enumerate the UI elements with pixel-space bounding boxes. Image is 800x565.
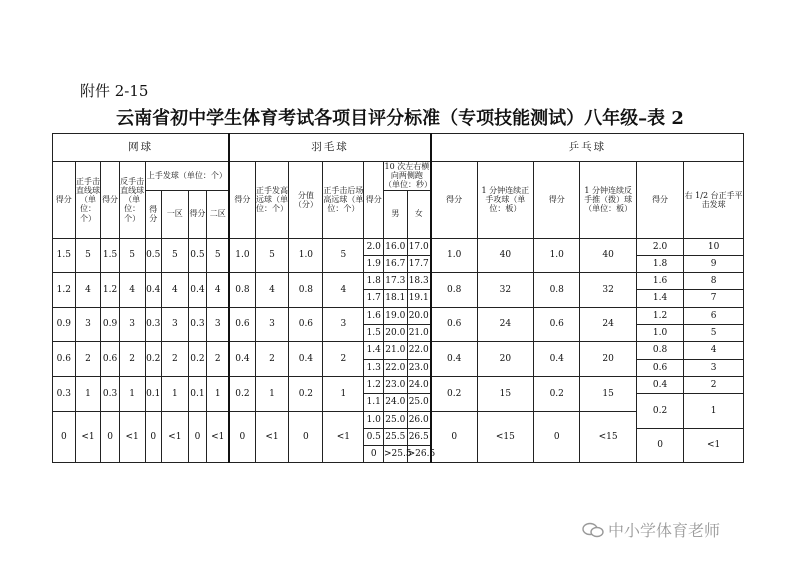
tennis-zone2-header: 二区: [207, 190, 230, 238]
pingpong-serve-cell: 1.2: [636, 307, 683, 324]
tennis-cell: 3: [119, 307, 145, 342]
badminton-cell: 1: [323, 376, 364, 411]
shuttle-cell: >26.5: [407, 446, 431, 463]
pingpong-cell: <15: [580, 411, 637, 463]
table-row: [53, 342, 744, 359]
pingpong-serve-cell: <1: [684, 428, 744, 463]
watermark: [582, 518, 720, 541]
shuttle-cell: 23.0: [407, 359, 431, 376]
pingpong-forehand-header: 1 分钟连续正手攻球（单位：板）: [477, 162, 534, 239]
tennis-cell: 0.2: [188, 342, 207, 377]
badminton-cell: 5: [323, 238, 364, 273]
pingpong-serve-cell: 1: [684, 394, 744, 429]
shuttle-cell: 17.7: [407, 255, 431, 272]
shuttle-cell: 23.0: [384, 376, 408, 393]
tennis-cell: 0.3: [53, 376, 76, 411]
badminton-cell: 0.8: [289, 273, 323, 308]
badminton-cell: <1: [255, 411, 289, 463]
pingpong-serve-header: 右 1/2 台正手平击发球: [684, 162, 744, 239]
pingpong-cell: 0.4: [534, 342, 580, 377]
pingpong-serve-cell: 1.6: [636, 273, 683, 290]
shuttle-cell: 20.0: [407, 307, 431, 324]
tennis-cell: 3: [207, 307, 230, 342]
pingpong-serve-cell: 2.0: [636, 238, 683, 255]
tennis-cell: 0.4: [188, 273, 207, 308]
tennis-cell: 0.9: [53, 307, 76, 342]
badminton-cell: 1.0: [229, 238, 255, 273]
tennis-cell: 5: [161, 238, 188, 273]
pingpong-cell: <15: [477, 411, 534, 463]
badminton-cell: 1.0: [289, 238, 323, 273]
shuttle-cell: >25.5: [384, 446, 408, 463]
pingpong-cell: 0.6: [431, 307, 477, 342]
shuttle-cell: 20.0: [384, 325, 408, 342]
badminton-cell: 0.6: [229, 307, 255, 342]
shuttle-cell: 19.1: [407, 290, 431, 307]
pingpong-score-header: 得分: [534, 162, 580, 239]
pingpong-serve-cell: 1.8: [636, 255, 683, 272]
tennis-cell: 0.4: [145, 273, 161, 308]
badminton-backcourt-header: 正手击后场高远球（单位：个）: [323, 162, 364, 239]
tennis-cell: <1: [119, 411, 145, 463]
tennis-cell: 0: [53, 411, 76, 463]
pingpong-section-header: 乒乓球: [431, 134, 744, 162]
shuttle-cell: 19.0: [384, 307, 408, 324]
pingpong-serve-cell: 10: [684, 238, 744, 255]
pingpong-cell: 0: [534, 411, 580, 463]
pingpong-serve-cell: 8: [684, 273, 744, 290]
tennis-cell: 0.6: [53, 342, 76, 377]
pingpong-serve-cell: 6: [684, 307, 744, 324]
badminton-cell: 4: [323, 273, 364, 308]
tennis-cell: <1: [161, 411, 188, 463]
tennis-cell: 2: [161, 342, 188, 377]
tennis-cell: 1: [207, 376, 230, 411]
shuttle-cell: 16.0: [384, 238, 408, 255]
tennis-cell: 1.2: [101, 273, 120, 308]
pingpong-serve-cell: 9: [684, 255, 744, 272]
table-row: [53, 307, 744, 324]
page-title: 云南省初中学生体育考试各项目评分标准（专项技能测试）八年级–表 2: [116, 108, 684, 129]
shuttle-cell: 1.0: [364, 411, 384, 428]
watermark-text: 中小学体育老师: [608, 521, 721, 540]
tennis-cell: 1.5: [101, 238, 120, 273]
shuttle-cell: 1.2: [364, 376, 384, 393]
tennis-forehand-header: 正手击直线球（单位：个）: [75, 162, 101, 239]
badminton-cell: 0.4: [229, 342, 255, 377]
shuttle-cell: 17.3: [384, 273, 408, 290]
shuttle-cell: 16.7: [384, 255, 408, 272]
pingpong-cell: 0.8: [431, 273, 477, 308]
tennis-cell: 5: [119, 238, 145, 273]
pingpong-score-header: 得分: [636, 162, 683, 239]
wechat-icon: [582, 522, 604, 538]
badminton-cell: 2: [255, 342, 289, 377]
tennis-cell: 0.5: [188, 238, 207, 273]
badminton-cell: 0.4: [289, 342, 323, 377]
badminton-cell: <1: [323, 411, 364, 463]
badminton-score-header: 得分: [364, 162, 384, 239]
badminton-cell: 0.2: [289, 376, 323, 411]
badminton-cell: 4: [255, 273, 289, 308]
pingpong-cell: 0.4: [431, 342, 477, 377]
table-row: [53, 376, 744, 393]
pingpong-cell: 0.2: [534, 376, 580, 411]
shuttle-cell: 26.0: [407, 411, 431, 428]
tennis-cell: 0.6: [101, 342, 120, 377]
pingpong-cell: 1.0: [534, 238, 580, 273]
badminton-points-header: 分值（分）: [289, 162, 323, 239]
tennis-cell: 0.1: [188, 376, 207, 411]
shuttle-cell: 17.0: [407, 238, 431, 255]
tennis-section-header: 网球: [53, 134, 230, 162]
tennis-backhand-header: 反手击直线球（单位：个）: [119, 162, 145, 239]
tennis-cell: 2: [119, 342, 145, 377]
badminton-cell: 3: [255, 307, 289, 342]
badminton-cell: 3: [323, 307, 364, 342]
tennis-cell: 4: [75, 273, 101, 308]
badminton-cell: 0.6: [289, 307, 323, 342]
shuttle-cell: 26.5: [407, 428, 431, 445]
pingpong-serve-cell: 4: [684, 342, 744, 359]
shuttle-cell: 25.5: [384, 428, 408, 445]
pingpong-serve-cell: 0: [636, 428, 683, 463]
tennis-cell: 0: [188, 411, 207, 463]
pingpong-cell: 0.2: [431, 376, 477, 411]
pingpong-cell: 0.6: [534, 307, 580, 342]
pingpong-serve-cell: 1.0: [636, 325, 683, 342]
shuttle-cell: 1.7: [364, 290, 384, 307]
badminton-male-header: 男: [384, 190, 408, 238]
tennis-serve-score-header: 得分: [188, 190, 207, 238]
tennis-cell: 4: [119, 273, 145, 308]
shuttle-cell: 1.8: [364, 273, 384, 290]
score-table: [52, 133, 744, 463]
tennis-cell: 1: [119, 376, 145, 411]
tennis-cell: 3: [161, 307, 188, 342]
badminton-female-header: 女: [407, 190, 431, 238]
pingpong-cell: 20: [477, 342, 534, 377]
tennis-cell: 0.3: [101, 376, 120, 411]
shuttle-cell: 1.1: [364, 394, 384, 411]
badminton-cell: 0: [229, 411, 255, 463]
tennis-cell: 4: [207, 273, 230, 308]
pingpong-serve-cell: 0.2: [636, 394, 683, 429]
tennis-cell: 0.3: [145, 307, 161, 342]
tennis-serve-score-header: 得分: [145, 190, 161, 238]
badminton-cell: 0: [289, 411, 323, 463]
tennis-cell: 3: [75, 307, 101, 342]
pingpong-serve-cell: 0.6: [636, 359, 683, 376]
shuttle-cell: 18.3: [407, 273, 431, 290]
shuttle-cell: 1.9: [364, 255, 384, 272]
pingpong-cell: 24: [580, 307, 637, 342]
shuttle-cell: 22.0: [407, 342, 431, 359]
pingpong-serve-cell: 2: [684, 376, 744, 393]
pingpong-cell: 40: [477, 238, 534, 273]
tennis-cell: 5: [207, 238, 230, 273]
pingpong-cell: 1.0: [431, 238, 477, 273]
tennis-cell: 1.2: [53, 273, 76, 308]
tennis-cell: 0.5: [145, 238, 161, 273]
pingpong-cell: 0: [431, 411, 477, 463]
table-row: [53, 238, 744, 255]
badminton-cell: 2: [323, 342, 364, 377]
tennis-cell: 0: [145, 411, 161, 463]
tennis-cell: 0.9: [101, 307, 120, 342]
shuttle-cell: 25.0: [384, 411, 408, 428]
badminton-cell: 0.2: [229, 376, 255, 411]
shuttle-cell: 21.0: [384, 342, 408, 359]
pingpong-cell: 15: [580, 376, 637, 411]
pingpong-cell: 15: [477, 376, 534, 411]
tennis-score-header: 得分: [53, 162, 76, 239]
tennis-cell: 0.1: [145, 376, 161, 411]
badminton-shuttle-header: 10 次左右横向两侧跑（单位：秒）: [384, 162, 432, 190]
badminton-section-header: 羽毛球: [229, 134, 431, 162]
pingpong-cell: 24: [477, 307, 534, 342]
shuttle-cell: 24.0: [384, 394, 408, 411]
pingpong-serve-cell: 7: [684, 290, 744, 307]
pingpong-cell: 40: [580, 238, 637, 273]
badminton-high-serve-header: 正手发高远球（单位：个）: [255, 162, 289, 239]
shuttle-cell: 1.3: [364, 359, 384, 376]
tennis-cell: 5: [75, 238, 101, 273]
tennis-cell: 0: [101, 411, 120, 463]
shuttle-cell: 2.0: [364, 238, 384, 255]
pingpong-serve-cell: 5: [684, 325, 744, 342]
pingpong-cell: 0.8: [534, 273, 580, 308]
attachment-label: 附件 2-15: [80, 82, 149, 100]
pingpong-serve-cell: 0.4: [636, 376, 683, 393]
badminton-cell: 1: [255, 376, 289, 411]
tennis-cell: <1: [75, 411, 101, 463]
shuttle-cell: 24.0: [407, 376, 431, 393]
shuttle-cell: 21.0: [407, 325, 431, 342]
tennis-cell: 4: [161, 273, 188, 308]
tennis-cell: 0.3: [188, 307, 207, 342]
table-row: [53, 273, 744, 290]
tennis-cell: 1: [75, 376, 101, 411]
pingpong-cell: 32: [580, 273, 637, 308]
pingpong-serve-cell: 3: [684, 359, 744, 376]
tennis-cell: 0.2: [145, 342, 161, 377]
pingpong-serve-cell: 0.8: [636, 342, 683, 359]
tennis-cell: 1: [161, 376, 188, 411]
tennis-serve-header: 上手发球（单位：个）: [145, 162, 229, 191]
shuttle-cell: 1.4: [364, 342, 384, 359]
shuttle-cell: 1.6: [364, 307, 384, 324]
tennis-cell: 1.5: [53, 238, 76, 273]
badminton-cell: 5: [255, 238, 289, 273]
tennis-cell: 2: [75, 342, 101, 377]
pingpong-cell: 20: [580, 342, 637, 377]
shuttle-cell: 22.0: [384, 359, 408, 376]
tennis-cell: <1: [207, 411, 230, 463]
pingpong-backhand-header: 1 分钟连续反手推（拨）球（单位：板）: [580, 162, 637, 239]
pingpong-cell: 32: [477, 273, 534, 308]
shuttle-cell: 0: [364, 446, 384, 463]
shuttle-cell: 18.1: [384, 290, 408, 307]
shuttle-cell: 0.5: [364, 428, 384, 445]
badminton-cell: 0.8: [229, 273, 255, 308]
shuttle-cell: 1.5: [364, 325, 384, 342]
pingpong-score-header: 得分: [431, 162, 477, 239]
tennis-cell: 2: [207, 342, 230, 377]
badminton-score-header: 得分: [229, 162, 255, 239]
tennis-zone1-header: 一区: [161, 190, 188, 238]
pingpong-serve-cell: 1.4: [636, 290, 683, 307]
tennis-score-header: 得分: [101, 162, 120, 239]
shuttle-cell: 25.0: [407, 394, 431, 411]
